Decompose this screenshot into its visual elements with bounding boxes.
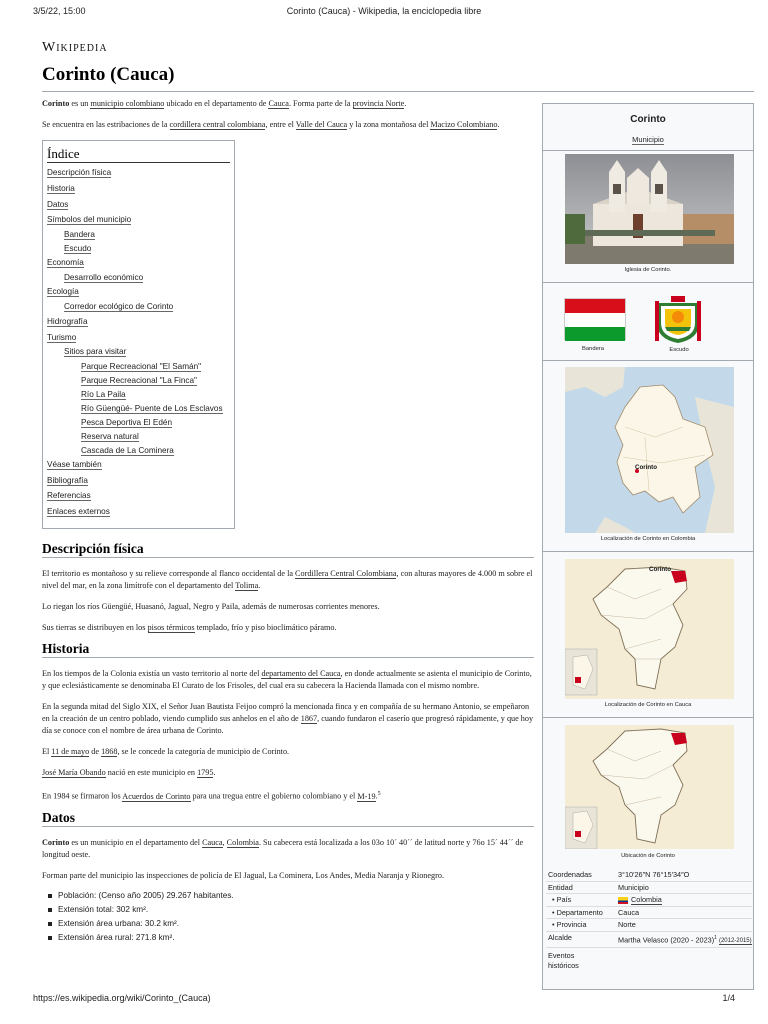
link-departamento-del-cauca[interactable]: departamento del Cauca [261, 669, 341, 679]
toc-list [47, 167, 230, 518]
toc-item[interactable] [47, 243, 230, 255]
toc-item[interactable] [47, 361, 230, 373]
text: El territorio es montañoso y su relieve corresponde al flanco occidental de la [42, 569, 296, 579]
historia-paragraph-1 [42, 668, 534, 692]
toc-item[interactable] [47, 257, 230, 269]
municipal-coat-of-arms[interactable] [651, 293, 705, 345]
text: nació en este municipio en [105, 768, 198, 778]
divider [543, 360, 753, 361]
flag-stripe-white [565, 313, 625, 327]
text: sobre el nivel del mar, en la zona limítrofe con el departamento del [42, 569, 533, 591]
text: templado, frío y piso bioclimático páramo. [194, 623, 337, 633]
text: . [375, 791, 378, 801]
historia-paragraph-3 [42, 746, 534, 758]
mayor-name: Martha Velasco (2020 - 2023) [618, 934, 715, 944]
list-item: Extensión total: 302 km². [48, 903, 534, 917]
row-value: Municipio [618, 882, 649, 892]
list-item: Extensión área urbana: 30.2 km². [48, 917, 534, 931]
text: El [42, 747, 52, 757]
article-body [42, 98, 534, 945]
shield-caption: Escudo [669, 347, 689, 353]
article-subject: Corinto [42, 99, 70, 108]
row-label: Eventos históricos [548, 950, 579, 970]
toc-link[interactable]: Símbolos del municipio [47, 215, 132, 225]
title-divider [42, 91, 754, 92]
toc-link[interactable]: Corredor ecológico de Corinto [64, 302, 174, 312]
toc-item[interactable] [47, 229, 230, 241]
text: , en donde actualmente se asienta el municipio de Corinto, y que eclesiásticamente se denominaba El Curato de los Frisoles, del cual era su cabecera la Hacienda llamada con el mismo nombre. [42, 669, 532, 691]
toc-item[interactable] [47, 183, 230, 195]
reference-link[interactable]: 1 [714, 934, 717, 941]
toc-item[interactable] [47, 286, 230, 298]
list-item: Población: (Censo año 2005) 29.267 habitantes. [48, 889, 534, 903]
link-colombia[interactable]: Colombia [226, 837, 259, 847]
toc-item[interactable] [47, 506, 230, 518]
toc-item[interactable] [47, 389, 230, 401]
map-location-label: Corinto [635, 464, 657, 471]
toc-link[interactable]: Sitios para visitar [64, 347, 127, 357]
link-cordillera-central[interactable]: cordillera central colombiana [169, 120, 266, 129]
text: para una tregua entre el gobierno colombiano y el [190, 791, 358, 801]
link-pisos-termicos[interactable]: pisos térmicos [147, 623, 195, 633]
link-cauca[interactable]: Cauca [268, 99, 289, 108]
map-colombia[interactable] [565, 367, 734, 533]
toc-item[interactable] [47, 316, 230, 328]
row-value[interactable]: Cauca [618, 907, 640, 917]
divider [543, 282, 753, 283]
link-provincia-norte[interactable]: provincia Norte [352, 99, 405, 108]
toc-item[interactable] [47, 417, 230, 429]
text: es un [69, 99, 91, 108]
infobox-subtitle [543, 135, 753, 144]
toc-item[interactable] [47, 475, 230, 487]
text: Se encuentra en las estribaciones de la [42, 120, 170, 129]
wikipedia-logo[interactable]: Wikipedia [42, 40, 108, 55]
text: . [213, 768, 216, 778]
divider [543, 551, 753, 552]
church-photo[interactable] [565, 154, 734, 264]
row-label: Alcalde [548, 932, 572, 942]
print-date: 3/5/22, 15:00 [33, 6, 86, 16]
infobox-row-eventos [546, 948, 752, 971]
link-m19[interactable]: M-19 [357, 791, 376, 801]
text: de [89, 747, 102, 757]
descripcion-paragraph-1 [42, 568, 534, 592]
intro-paragraph-1 [42, 98, 534, 110]
toc-link[interactable]: Hidrografía [47, 316, 88, 326]
toc-link[interactable]: Desarrollo económico [64, 272, 144, 282]
infobox-row-coordenadas [546, 869, 752, 882]
mayor-term-link[interactable]: (2012-2015) [718, 937, 752, 944]
text: En 1984 se firmaron los [42, 791, 123, 801]
text: , entre el [265, 120, 296, 129]
intro-paragraph-2 [42, 119, 534, 131]
text: . [404, 99, 407, 108]
print-header [0, 0, 768, 24]
text: En la segunda mitad del Siglo XIX, el Señor Juan Bautista Feijoo compró la mencionada finca y en compañía de su hermano Antonio, se empeñaron en la creación de un centro poblado, viendo cumplido sus anhelos en el año de [42, 702, 530, 724]
link-1867[interactable]: 1867 [300, 714, 318, 724]
toc-link[interactable]: Datos [47, 199, 69, 209]
link-acuerdos-de-corinto[interactable]: Acuerdos de Corinto [122, 791, 191, 801]
infobox-title: Corinto [630, 114, 666, 125]
reference-link[interactable]: 5 [377, 791, 381, 798]
map-location-label: Corinto [649, 566, 671, 573]
section-heading-historia: Historia [42, 643, 534, 658]
link-tolima[interactable]: Tolima [235, 581, 259, 591]
toc-link[interactable]: Pesca Deportiva El Edén [81, 417, 173, 427]
toc-item[interactable] [47, 431, 230, 443]
toc-item[interactable] [47, 214, 230, 226]
row-label: • Departamento [552, 907, 603, 917]
section-heading-datos: Datos [42, 812, 534, 827]
map-ubicacion[interactable] [565, 725, 734, 849]
text: Sus tierras se distribuyen en los [42, 623, 148, 633]
toc-link[interactable]: Referencias [47, 491, 91, 501]
map-caption: Localización de Corinto en Cauca [604, 702, 692, 708]
descripcion-paragraph-2: Lo riegan los ríos Güengüé, Huasanó, Jagual, Negro y Paila, además de numerosas corrientes menores. [42, 602, 380, 612]
toc-link[interactable]: Bandera [64, 230, 95, 240]
link-jose-maria-obando[interactable]: José María Obando [42, 768, 106, 778]
toc-link[interactable]: Enlaces externos [47, 507, 110, 517]
toc-item[interactable] [47, 332, 230, 344]
link-1795[interactable]: 1795 [197, 768, 214, 778]
text: . [497, 120, 500, 129]
datos-paragraph-2: Forman parte del municipio las inspecciones de policía de El Jagual, La Cominera, Los Andes, Media Naranja y Rionegro. [42, 870, 444, 880]
photo-caption: Iglesia de Corinto. [624, 267, 672, 273]
infobox [542, 103, 754, 990]
toc-link[interactable]: Parque Recreacional "El Samán" [81, 361, 202, 371]
toc-link[interactable]: Río La Paila [81, 389, 126, 399]
toc-link[interactable]: Parque Recreacional "La Finca" [81, 375, 197, 385]
link-cauca-2[interactable]: Cauca [202, 837, 223, 847]
toc-link[interactable]: Río Güengüé- Puente de Los Esclavos [81, 403, 223, 413]
link-cordillera-central-colombiana[interactable]: Cordillera Central Colombiana [295, 569, 397, 579]
page-number: 1/4 [722, 993, 735, 1003]
row-label: Entidad [548, 882, 573, 892]
toc-item[interactable] [47, 199, 230, 211]
divider [543, 717, 753, 718]
toc-item[interactable] [47, 301, 230, 313]
page-title: Corinto (Cauca) [42, 64, 175, 85]
row-value [618, 933, 752, 946]
flag-caption: Bandera [582, 346, 604, 352]
link-municipio-colombiano[interactable]: municipio colombiano [90, 99, 165, 108]
text: ubicado en el departamento de [164, 99, 269, 108]
text: En los tiempos de la Colonia existía un vasto territorio al norte del [42, 669, 262, 679]
flag-stripe-red [565, 299, 625, 313]
toc-link[interactable]: Ecología [47, 287, 79, 297]
link-altura[interactable]: 4.000 m [477, 569, 505, 579]
text: . [258, 581, 261, 591]
row-value[interactable]: Norte [618, 920, 636, 929]
toc-link[interactable]: Economía [47, 258, 84, 268]
row-label: • País [552, 895, 572, 904]
toc-link[interactable]: Historia [47, 183, 75, 193]
toc-item[interactable] [47, 403, 230, 415]
toc-link[interactable]: Cascada de La Cominera [81, 445, 174, 455]
text: . Forma parte de la [288, 99, 353, 108]
text: , se le concede la categoría de municipio de Corinto. [117, 747, 290, 757]
map-caption: Localización de Corinto en Colombia [600, 536, 696, 542]
infobox-row-alcalde [546, 932, 752, 948]
datos-paragraph-1 [42, 837, 534, 861]
row-value [606, 951, 752, 971]
historia-paragraph-5 [42, 788, 534, 803]
divider [543, 150, 753, 151]
section-heading-descripcion: Descripción física [42, 543, 534, 558]
toc-item[interactable] [47, 490, 230, 502]
link-11-de-mayo[interactable]: 11 de mayo [51, 747, 90, 757]
datos-list [48, 889, 534, 945]
text: y la zona montañosa del [347, 120, 431, 129]
toc-link[interactable]: Bibliografía [47, 475, 88, 485]
toc-link[interactable]: Reserva natural [81, 431, 139, 441]
toc-item[interactable] [47, 272, 230, 284]
infobox-row-departamento [546, 907, 752, 920]
text: es un municipio en el departamento del [69, 837, 203, 847]
row-value [618, 894, 752, 906]
link-macizo-colombiano[interactable]: Macizo Colombiano [430, 120, 498, 129]
link-valle-del-cauca[interactable]: Valle del Cauca [295, 120, 348, 129]
flag-stripe-green [565, 327, 625, 341]
text: . Su cabecera está localizada a los 03o 10´ 40´´ de latitud norte y 76o 15´ 44´´ de longitud oeste. [42, 837, 524, 859]
print-title: Corinto (Cauca) - Wikipedia, la enciclopedia libre [286, 6, 482, 16]
toc-item[interactable] [47, 167, 230, 179]
text: , [222, 837, 227, 847]
infobox-row-entidad [546, 882, 752, 895]
map-cauca[interactable] [565, 559, 734, 699]
historia-paragraph-2 [42, 701, 534, 737]
map-caption: Ubicación de Corinto [621, 853, 675, 859]
link-1868[interactable]: 1868 [101, 747, 118, 757]
link-municipio[interactable]: Municipio [632, 135, 664, 144]
toc-link[interactable]: Turismo [47, 332, 77, 342]
municipal-flag[interactable] [564, 298, 626, 340]
toc-link[interactable]: Descripción física [47, 168, 112, 177]
coordinates-link[interactable]: 3°10′26″N 76°15′34″O [618, 870, 690, 879]
toc-title: Índice [47, 148, 230, 163]
infobox-data-table [546, 869, 752, 971]
page-url: https://es.wikipedia.org/wiki/Corinto_(Cauca) [33, 993, 211, 1003]
infobox-row-provincia [546, 919, 752, 932]
toc-item[interactable] [47, 375, 230, 387]
link-pais[interactable]: Colombia [631, 895, 662, 904]
toc-link[interactable]: Véase también [47, 459, 102, 469]
row-label: Coordenadas [548, 870, 592, 879]
article-subject: Corinto [42, 837, 70, 847]
toc-item[interactable] [47, 459, 230, 471]
colombia-flag-icon [618, 897, 628, 904]
historia-paragraph-4 [42, 767, 534, 779]
row-label: • Provincia [552, 920, 587, 929]
descripcion-paragraph-3 [42, 622, 534, 634]
text: , con alturas mayores de [396, 569, 478, 579]
toc-link[interactable]: Escudo [64, 243, 92, 253]
list-item: Extensión área rural: 271.8 km². [48, 931, 534, 945]
infobox-row-pais [546, 894, 752, 907]
toc-item[interactable] [47, 445, 230, 457]
text: , cuando fundaron el caserío que progresó rápidamente, y que hoy día se conoce con el nombre de área urbana de Corinto. [42, 714, 534, 736]
table-of-contents [42, 140, 235, 529]
toc-item[interactable] [47, 346, 230, 358]
